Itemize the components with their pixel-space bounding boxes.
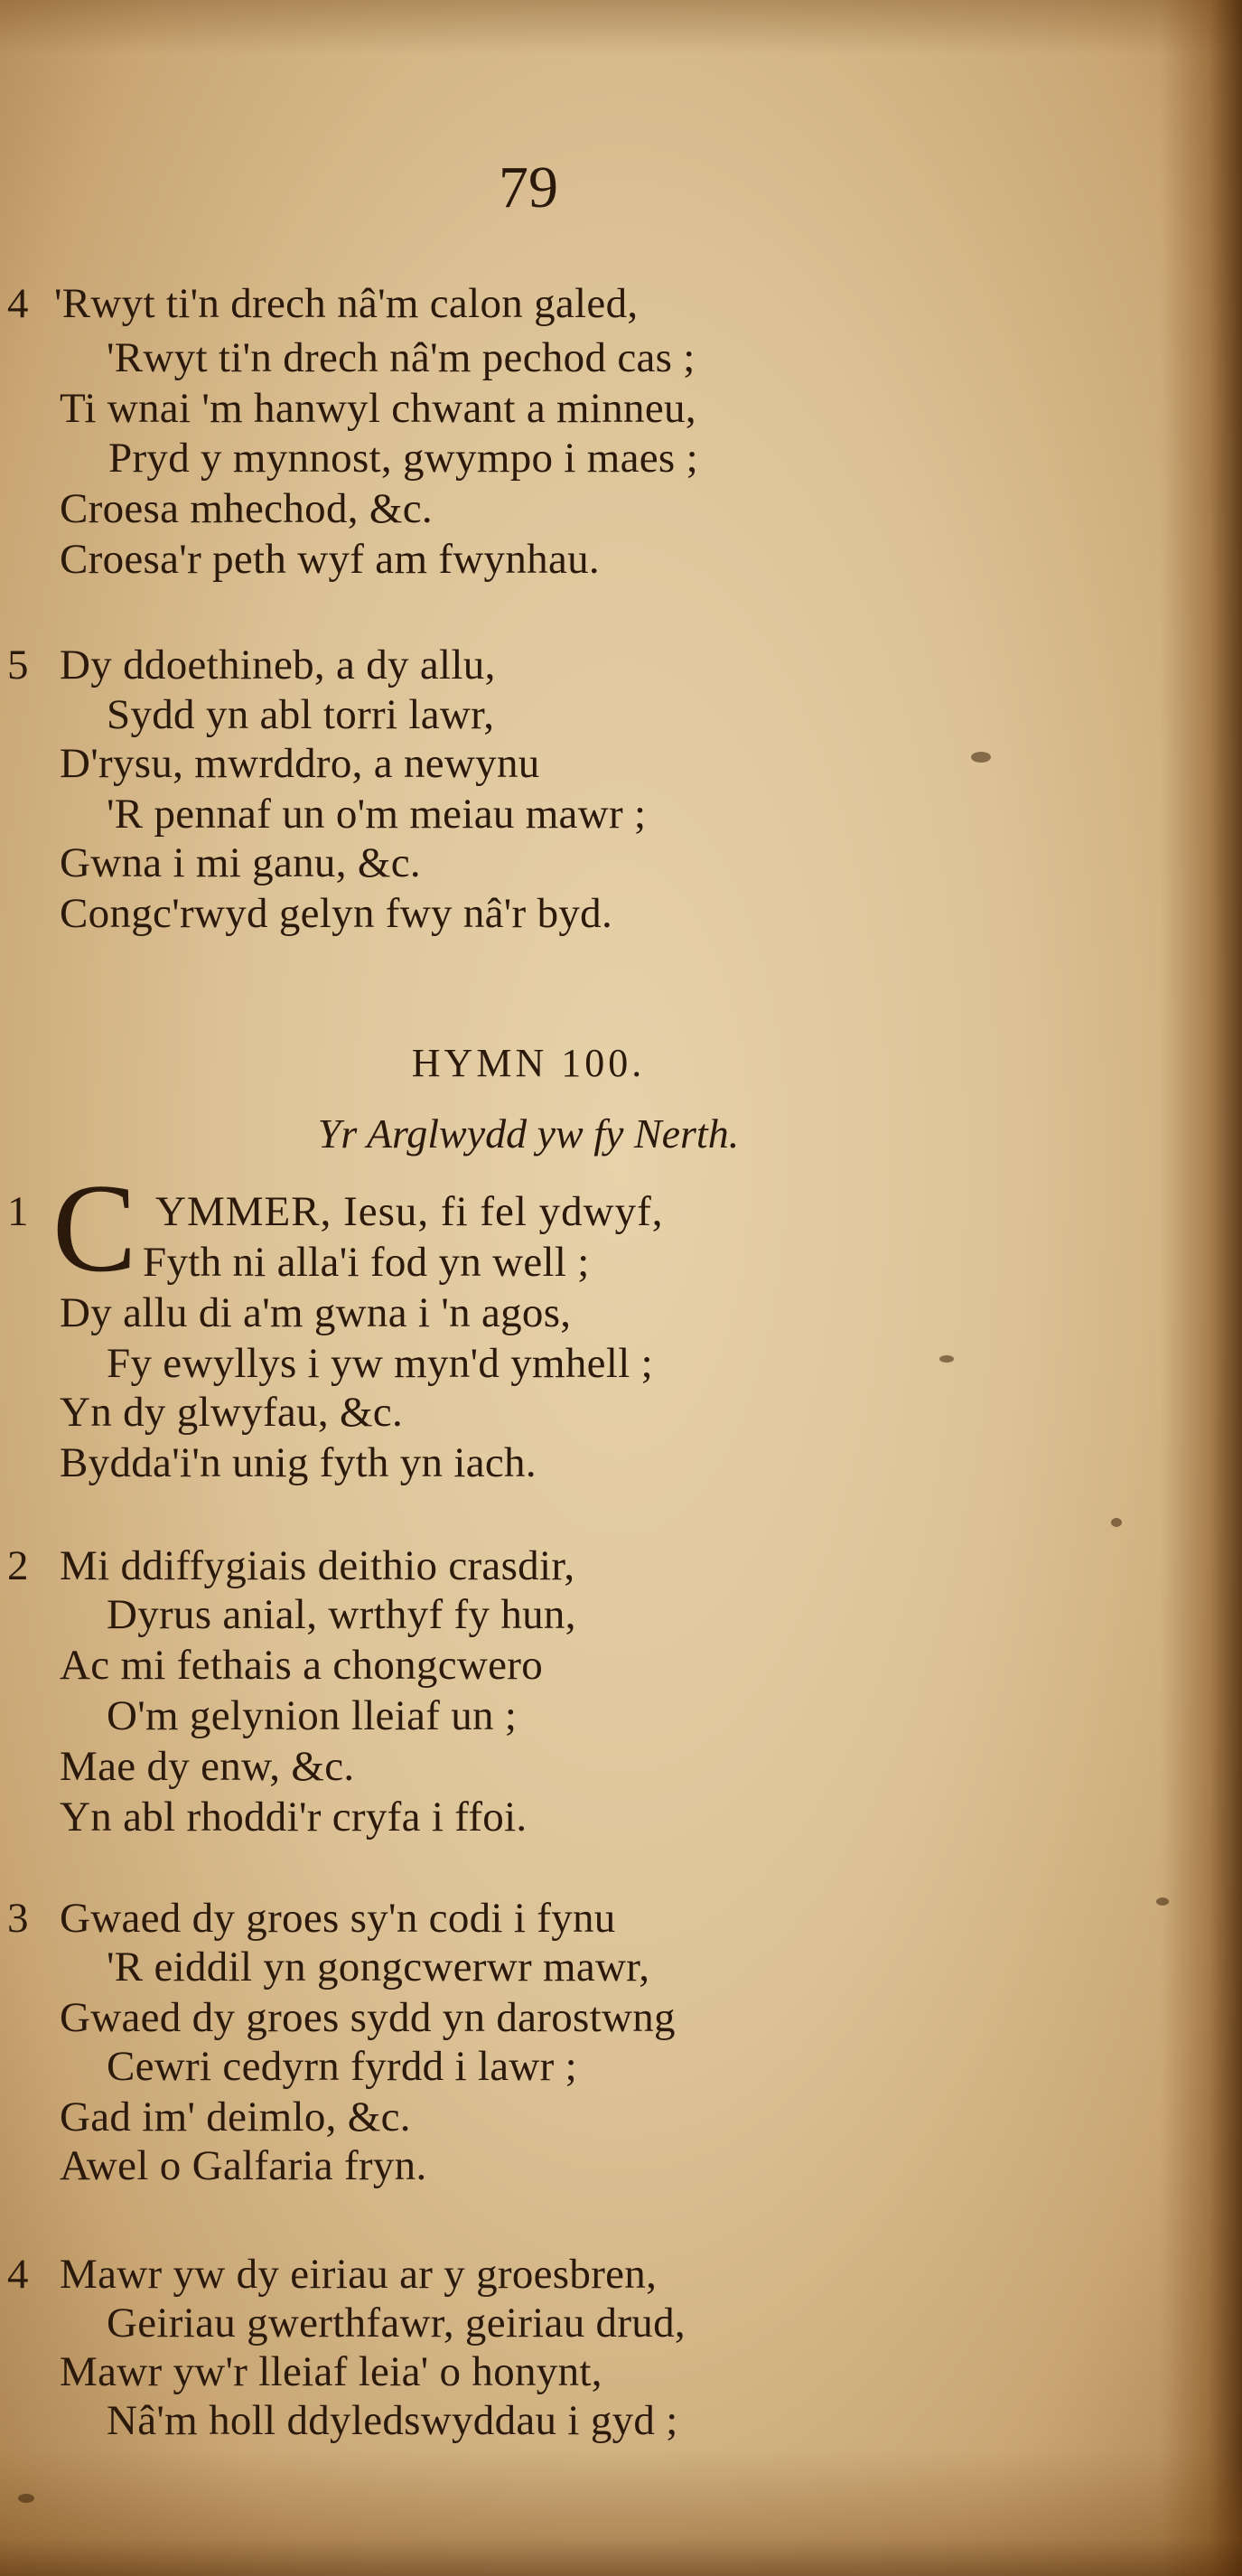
- verse-line: Dyrus anial, wrthyf fy hun,: [107, 1591, 576, 1638]
- verse-line: Cewri cedyrn fyrdd i lawr ;: [107, 2043, 578, 2090]
- verse-line: 'Rwyt ti'n drech nâ'm calon galed,: [54, 280, 639, 327]
- hymn-subtitle: Yr Arglwydd yw fy Nerth.: [317, 1110, 740, 1157]
- page-edge-shadow-right: [1161, 0, 1242, 2576]
- verse-line: YMMER, Iesu, fi fel ydwyf,: [155, 1188, 664, 1235]
- verse-line: Gwaed dy groes sydd yn darostwng: [60, 1994, 676, 2041]
- verse-line: Gad im' deimlo, &c.: [60, 2094, 411, 2140]
- verse-line: Ac mi fethais a chongcwero: [60, 1642, 544, 1689]
- verse-number: 4: [7, 2251, 29, 2298]
- verse-line: 'R eiddil yn gongcwerwr mawr,: [107, 1944, 650, 1991]
- verse-number: 4: [7, 280, 29, 327]
- verse-line: Nâ'm holl ddyledswyddau i gyd ;: [107, 2397, 678, 2444]
- verse-line: Yn dy glwyfau, &c.: [60, 1389, 404, 1436]
- verse-line: Bydda'i'n unig fyth yn iach.: [60, 1439, 537, 1486]
- verse-line: Pryd y mynnost, gwympo i maes ;: [108, 435, 698, 482]
- verse-line: Sydd yn abl torri lawr,: [107, 691, 495, 738]
- verse-line: Fy ewyllys i yw myn'd ymhell ;: [107, 1340, 653, 1387]
- verse-line: D'rysu, mwrddro, a newynu: [60, 740, 540, 787]
- page-edge-shadow-bottom: [0, 2450, 1242, 2576]
- foxing-spot: [971, 752, 991, 763]
- foxing-spot: [1156, 1897, 1169, 1906]
- verse-line: Mawr yw'r lleiaf leia' o honynt,: [60, 2348, 602, 2395]
- verse-line: Fyth ni alla'i fod yn well ;: [143, 1239, 590, 1286]
- page-number: 79: [499, 155, 558, 220]
- verse-line: Gwna i mi ganu, &c.: [60, 839, 421, 886]
- verse-line: Geiriau gwerthfawr, geiriau drud,: [107, 2300, 686, 2347]
- verse-line: Croesa'r peth wyf am fwynhau.: [60, 536, 600, 583]
- foxing-spot: [939, 1355, 954, 1363]
- foxing-spot: [18, 2494, 34, 2503]
- verse-line: Ti wnai 'm hanwyl chwant a minneu,: [60, 385, 696, 432]
- verse-line: 'R pennaf un o'm meiau mawr ;: [107, 791, 647, 838]
- verse-line: Dy ddoethineb, a dy allu,: [60, 642, 496, 688]
- verse-number: 1: [7, 1188, 29, 1235]
- foxing-spot: [1111, 1518, 1122, 1527]
- verse-line: Croesa mhechod, &c.: [60, 485, 433, 532]
- verse-number: 5: [7, 642, 29, 688]
- verse-line: Mae dy enw, &c.: [60, 1743, 355, 1790]
- page-edge-shadow-top: [0, 0, 1242, 54]
- verse-line: 'Rwyt ti'n drech nâ'm pechod cas ;: [107, 334, 696, 381]
- verse-line: Mawr yw dy eiriau ar y groesbren,: [60, 2251, 658, 2298]
- drop-cap: C: [52, 1158, 137, 1298]
- verse-line: Congc'rwyd gelyn fwy nâ'r byd.: [60, 890, 613, 937]
- verse-number: 3: [7, 1895, 29, 1942]
- verse-line: O'm gelynion lleiaf un ;: [107, 1692, 518, 1739]
- verse-line: Yn abl rhoddi'r cryfa i ffoi.: [60, 1794, 528, 1841]
- verse-line: Mi ddiffygiais deithio crasdir,: [60, 1542, 575, 1589]
- verse-line: Dy allu di a'm gwna i 'n agos,: [60, 1289, 572, 1336]
- verse-number: 2: [7, 1542, 29, 1589]
- verse-line: Gwaed dy groes sy'n codi i fynu: [60, 1895, 616, 1942]
- verse-line: Awel o Galfaria fryn.: [60, 2142, 427, 2189]
- hymn-title: HYMN 100.: [411, 1041, 646, 1085]
